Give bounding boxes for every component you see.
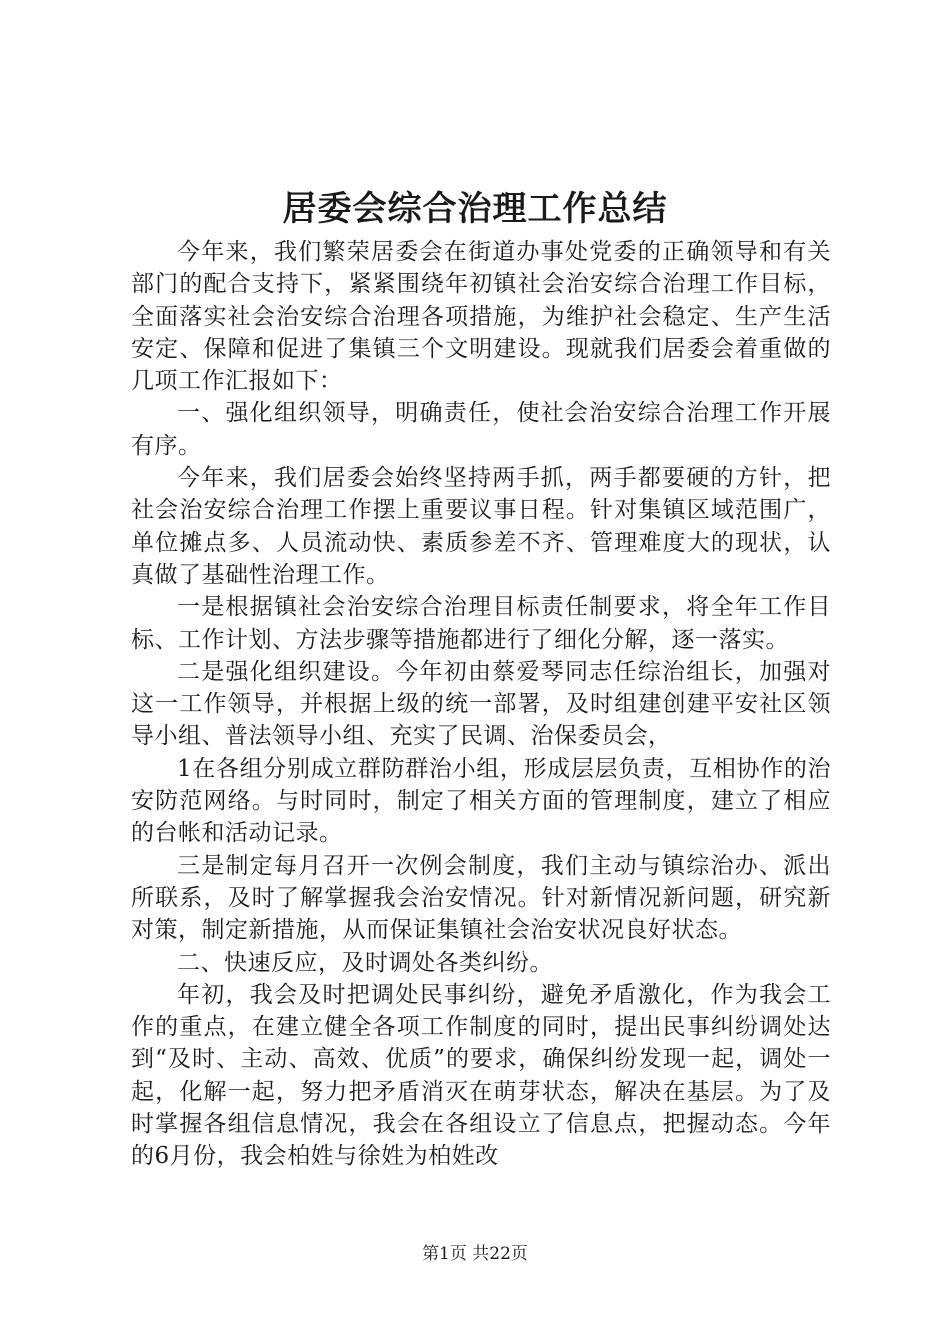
paragraph-heading-1: 一、强化组织领导，明确责任，使社会治安综合治理工作开展有序。 [131,400,831,459]
paragraph: 1在各组分别成立群防群治小组，形成层层负责，互相协作的治安防范网络。与时同时，制定了相关方面的管理制度，建立了相应的台帐和活动记录。 [131,755,831,847]
document-body [131,236,831,1173]
paragraph-intro: 今年来，我们繁荣居委会在街道办事处党委的正确领导和有关部门的配合支持下，紧紧围绕年初镇社会治安综合治理工作目标，全面落实社会治安综合治理各项措施，为维护社会稳定、生产生活安定、保障和促进了集镇三个文明建设。现就我们居委会着重做的几项工作汇报如下： [131,239,831,395]
document-title: 居委会综合治理工作总结 [282,189,668,229]
paragraph: 二是强化组织建设。今年初由蔡爱琴同志任综治组长，加强对这一工作领导，并根据上级的统一部署，及时组建创建平安社区领导小组、普法领导小组、充实了民调、治保委员会， [131,658,831,750]
page-number-footer: 第1页 共22页 [422,1244,528,1264]
paragraph: 今年来，我们居委会始终坚持两手抓，两手都要硬的方针，把社会治安综合治理工作摆上重要议事日程。针对集镇区域范围广，单位摊点多、人员流动快、素质参差不齐、管理难度大的现状，认真做了基础性治理工作。 [131,465,831,588]
paragraph-heading-2: 二、快速反应，及时调处各类纠纷。 [177,949,553,976]
paragraph: 年初，我会及时把调处民事纠纷，避免矛盾激化，作为我会工作的重点，在建立健全各项工作制度的同时，提出民事纠纷调处达到“及时、主动、高效、优质”的要求，确保纠纷发现一起，调处一起，化解一起，努力把矛盾消灭在萌芽状态，解决在基层。为了及时掌握各组信息情况，我会在各组设立了信息点，把握动态。今年的6月份，我会柏姓与徐姓为柏姓改 [131,981,831,1170]
paragraph: 一是根据镇社会治安综合治理目标责任制要求，将全年工作目标、工作计划、方法步骤等措施都进行了细化分解，逐一落实。 [131,594,831,653]
paragraph: 三是制定每月召开一次例会制度，我们主动与镇综治办、派出所联系，及时了解掌握我会治安情况。针对新情况新问题，研究新对策，制定新措施，从而保证集镇社会治安状况良好状态。 [131,852,831,944]
